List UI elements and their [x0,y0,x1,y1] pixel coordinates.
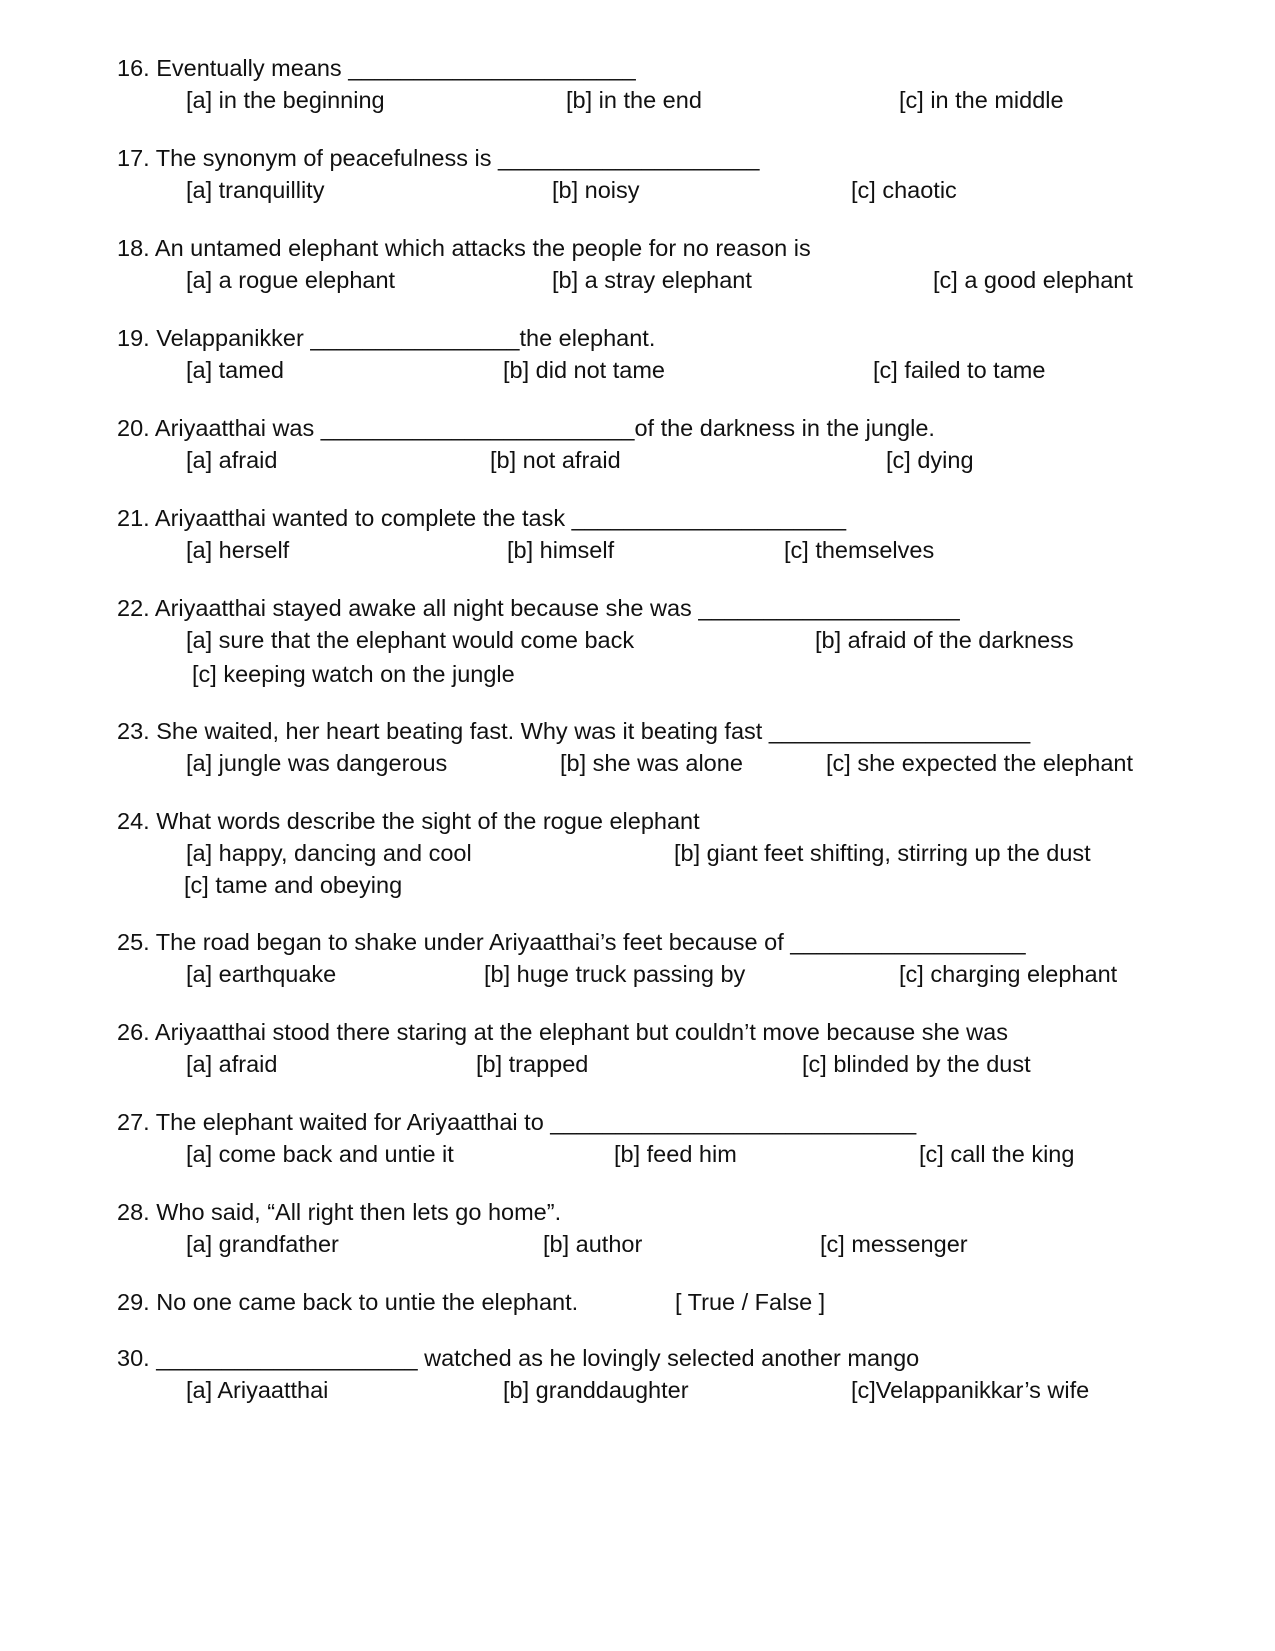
question-text: 18. An untamed elephant which attacks the people for no reason is [117,235,811,261]
option-a: [a] afraid [186,447,278,473]
option-b: [b] noisy [552,177,640,203]
option-c: [c] failed to tame [873,357,1046,383]
question-text: 29. No one came back to untie the elephant. [117,1289,579,1315]
option-c: [c] chaotic [851,177,957,203]
question-text: 17. The synonym of peacefulness is ____________________ [117,145,760,171]
true-false-choice: [ True / False ] [675,1289,826,1315]
question-text: 24. What words describe the sight of the rogue elephant [117,808,700,834]
option-a: [a] happy, dancing and cool [186,840,472,866]
question-text: 26. Ariyaatthai stood there staring at the elephant but couldn’t move because she was [117,1019,1008,1045]
option-b: [b] did not tame [503,357,665,383]
option-a: [a] grandfather [186,1231,339,1257]
option-c: [c] she expected the elephant [826,750,1134,776]
option-a: [a] tranquillity [186,177,325,203]
question-text: 20. Ariyaatthai was ________________________of the darkness in the jungle. [117,415,935,441]
question-text: 27. The elephant waited for Ariyaatthai to ____________________________ [117,1109,917,1135]
option-c: [c] themselves [784,537,935,563]
option-b: [b] author [543,1231,643,1257]
question-text: 28. Who said, “All right then lets go home”. [117,1199,562,1225]
question-text: 22. Ariyaatthai stayed awake all night because she was ____________________ [117,595,960,621]
option-b: [b] huge truck passing by [484,961,746,987]
option-a: [a] earthquake [186,961,337,987]
option-c: [c] dying [886,447,974,473]
option-a: [a] afraid [186,1051,278,1077]
option-b: [b] a stray elephant [552,267,752,293]
option-c: [c] tame and obeying [184,872,403,898]
question-text: 21. Ariyaatthai wanted to complete the task _____________________ [117,505,847,531]
option-a: [a] in the beginning [186,87,385,113]
option-c: [c] keeping watch on the jungle [192,661,515,687]
option-c: [c]Velappanikkar’s wife [851,1377,1090,1403]
question-text: 25. The road began to shake under Ariyaatthai’s feet because of __________________ [117,929,1026,955]
option-c: [c] blinded by the dust [802,1051,1031,1077]
option-b: [b] granddaughter [503,1377,689,1403]
option-a: [a] sure that the elephant would come back [186,627,635,653]
option-b: [b] giant feet shifting, stirring up the dust [674,840,1091,866]
question-text: 16. Eventually means ______________________ [117,55,636,81]
option-b: [b] not afraid [490,447,621,473]
option-c: [c] call the king [919,1141,1075,1167]
option-c: [c] charging elephant [899,961,1118,987]
option-c: [c] messenger [820,1231,968,1257]
option-b: [b] she was alone [560,750,743,776]
option-a: [a] jungle was dangerous [186,750,448,776]
option-b: [b] afraid of the darkness [815,627,1074,653]
question-text: 19. Velappanikker ________________the elephant. [117,325,656,351]
option-b: [b] trapped [476,1051,589,1077]
option-c: [c] in the middle [899,87,1064,113]
option-b: [b] in the end [566,87,702,113]
option-a: [a] tamed [186,357,284,383]
option-a: [a] a rogue elephant [186,267,396,293]
option-a: [a] come back and untie it [186,1141,454,1167]
option-b: [b] feed him [614,1141,737,1167]
option-a: [a] Ariyaatthai [186,1377,329,1403]
option-a: [a] herself [186,537,290,563]
option-c: [c] a good elephant [933,267,1133,293]
option-b: [b] himself [507,537,615,563]
question-text: 30. ____________________ watched as he lovingly selected another mango [117,1345,920,1371]
question-text: 23. She waited, her heart beating fast. Why was it beating fast ____________________ [117,718,1031,744]
